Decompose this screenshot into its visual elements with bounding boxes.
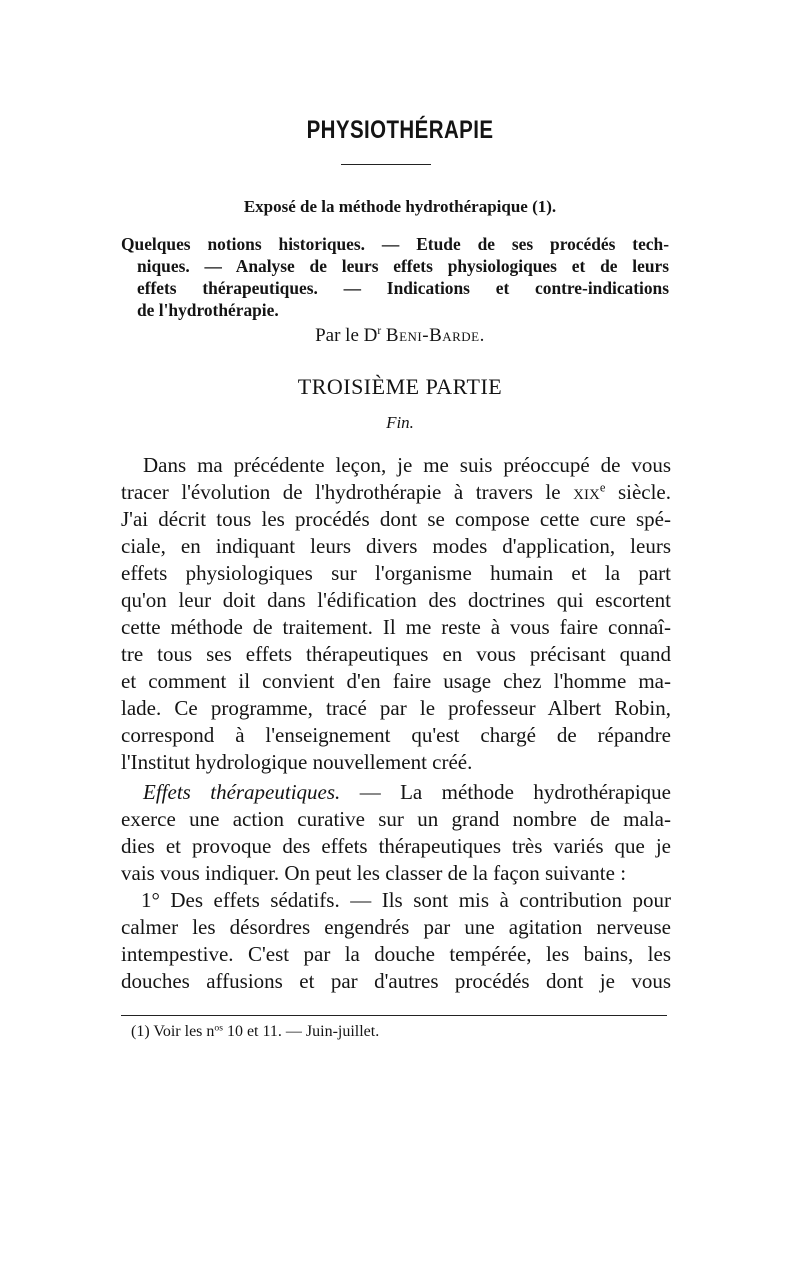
body-text xyxy=(121,452,671,995)
paragraph-line: exerce une action curative sur un grand nombre de mala- xyxy=(121,807,671,831)
paragraph-line: dies et provoque des effets thérapeutiques très variés que je xyxy=(121,834,671,858)
paragraph-line: cette méthode de traitement. Il me reste à vous faire connaî- xyxy=(121,615,671,639)
paragraph-line: 1° Des effets sédatifs. — Ils sont mis à contribution pour xyxy=(141,888,671,912)
paragraph-line: tre tous ses effets thérapeutiques en vous précisant quand xyxy=(121,642,671,666)
summary-line: effets thérapeutiques. — Indications et contre-indications xyxy=(137,278,669,298)
author-line xyxy=(0,325,800,347)
author-prefix: Par le D xyxy=(315,325,378,346)
paragraph-line-text: tracer l'évolution de l'hydrothérapie à travers le xyxy=(121,480,561,504)
century-sup: e xyxy=(599,480,606,495)
paragraph-line: ciale, en indiquant leurs divers modes d'application, leurs xyxy=(121,534,671,558)
article-summary xyxy=(121,233,669,321)
title-divider xyxy=(341,164,431,165)
footnote-rest: 10 et 11. — Juin-juillet. xyxy=(222,1023,380,1040)
paragraph-line: effets physiologiques sur l'organisme humain et la part xyxy=(121,561,671,585)
summary-line: de l'hydrothérapie. xyxy=(137,300,279,320)
summary-line: niques. — Analyse de leurs effets physiologiques et de leurs xyxy=(137,256,669,276)
paragraph-line: vais vous indiquer. On peut les classer de la façon suivante : xyxy=(121,861,627,885)
part-heading: TROISIÈME PARTIE xyxy=(297,374,503,399)
author-title-sup: r xyxy=(377,325,382,338)
summary-line: Quelques notions historiques. — Etude de ses procédés tech- xyxy=(121,234,669,254)
paragraph-line: correspond à l'enseignement qu'est chargé de répandre xyxy=(121,723,671,747)
paragraph-line: intempestive. C'est par la douche tempérée, les bains, les xyxy=(121,942,671,966)
article-subtitle: Exposé de la méthode hydrothérapique (1). xyxy=(243,197,557,216)
footnote-divider xyxy=(121,1015,667,1016)
century-numeral: xix xyxy=(573,480,600,504)
paragraph-line: et comment il convient d'en faire usage chez l'homme ma- xyxy=(121,669,671,693)
paragraph-line: lade. Ce programme, tracé par le professeur Albert Robin, xyxy=(121,696,671,720)
paragraph-line: J'ai décrit tous les procédés dont se compose cette cure spé- xyxy=(121,507,671,531)
author-name: Beni-Barde. xyxy=(385,325,485,346)
page-title: PHYSIOTHÉRAPIE xyxy=(306,116,494,144)
footnote xyxy=(131,1023,379,1041)
paragraph-line: qu'on leur doit dans l'édification des doctrines qui escortent xyxy=(121,588,671,612)
paragraph-line: douches affusions et par d'autres procédés dont je vous xyxy=(121,969,671,993)
paragraph-line xyxy=(121,779,671,806)
paragraph-line: Dans ma précédente leçon, je me suis préoccupé de vous xyxy=(143,453,671,477)
section-italic-heading: Effets thérapeutiques. xyxy=(143,780,341,804)
part-subheading: Fin. xyxy=(386,413,414,432)
paragraph-line: calmer les désordres engendrés par une agitation nerveuse xyxy=(121,915,671,939)
century-suffix: siècle. xyxy=(617,480,672,504)
paragraph-line xyxy=(121,479,671,506)
paragraph-line-text: — La méthode hydrothérapique xyxy=(359,780,671,804)
paragraph-line: l'Institut hydrologique nouvellement créé. xyxy=(121,750,473,774)
footnote-text: (1) Voir les n xyxy=(131,1023,215,1040)
footnote-sup: os xyxy=(214,1022,223,1034)
